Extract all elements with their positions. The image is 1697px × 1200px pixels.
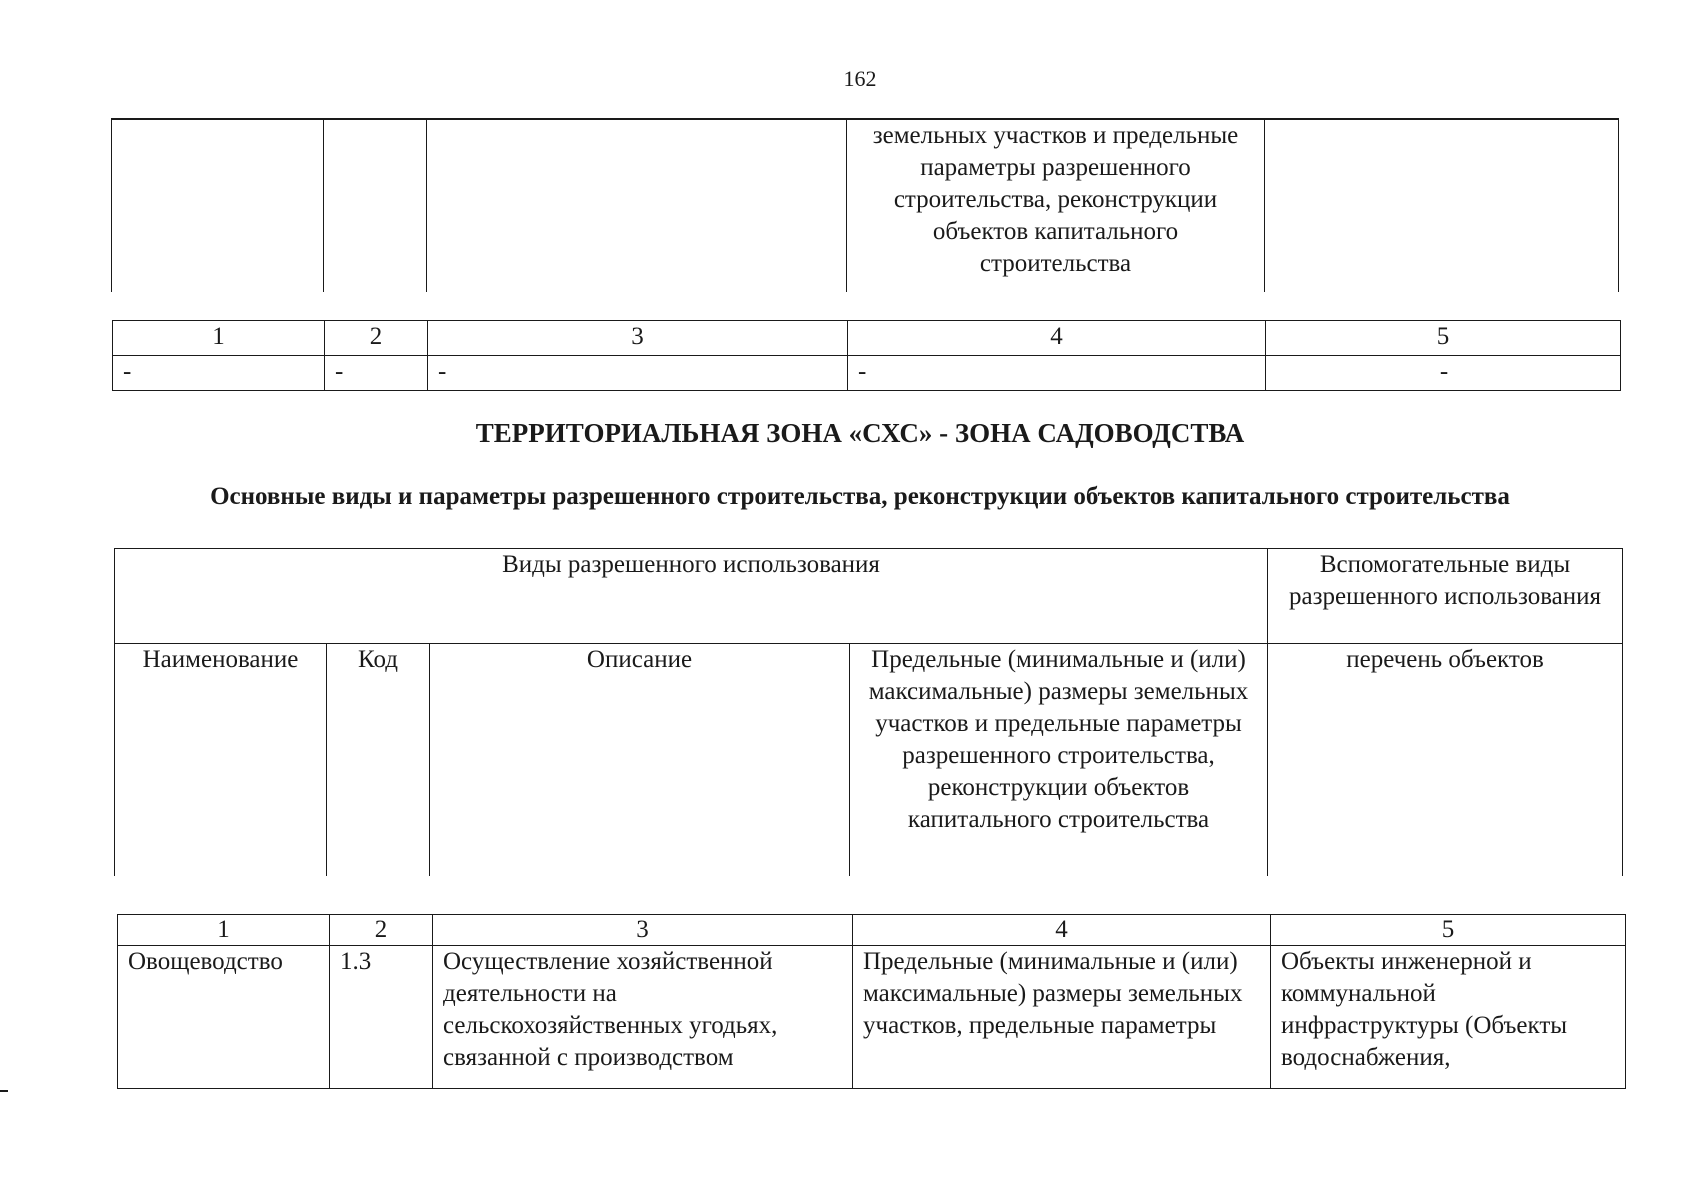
data-col-number-2: 2	[330, 915, 433, 946]
row-description: Осуществление хозяйственной деятельности на сельскохозяйственных угодьях, связанной с производством	[433, 946, 853, 1089]
data-col-number-4: 4	[853, 915, 1271, 946]
header-objects: перечень объектов	[1268, 644, 1623, 877]
prev-cell-limits: земельных участков и предельные параметры разрешенного строительства, реконструкции объектов капитального строительства	[847, 119, 1265, 292]
dash-cell-5: -	[1266, 356, 1621, 391]
header-limits: Предельные (минимальные и (или) максимальные) размеры земельных участков и предельные параметры разрешенного строительства, реконструкции объектов капитального строительства	[850, 644, 1268, 877]
data-col-number-3: 3	[433, 915, 853, 946]
prev-cell-5	[1265, 119, 1619, 292]
section-title: Основные виды и параметры разрешенного строительства, реконструкции объектов капитального строительства	[210, 483, 1510, 510]
row-name: Овощеводство	[118, 946, 330, 1089]
prev-cell-3	[427, 119, 847, 292]
previous-table-continuation	[111, 118, 1619, 292]
row-code: 1.3	[330, 946, 433, 1089]
prev-cell-1	[112, 119, 324, 292]
dash-cell-1: -	[113, 356, 325, 391]
group-header-permitted-uses: Виды разрешенного использования	[115, 549, 1268, 644]
col-number-1: 1	[113, 321, 325, 356]
main-header-table	[114, 548, 1623, 876]
header-description: Описание	[430, 644, 850, 877]
dash-cell-2: -	[325, 356, 428, 391]
row-objects: Объекты инженерной и коммунальной инфраструктуры (Объекты водоснабжения,	[1271, 946, 1626, 1089]
zone-title: ТЕРРИТОРИАЛЬНАЯ ЗОНА «СХС» - ЗОНА САДОВОДСТВА	[475, 418, 1245, 448]
prev-cell-2	[324, 119, 427, 292]
data-col-number-1: 1	[118, 915, 330, 946]
col-number-5: 5	[1266, 321, 1621, 356]
dash-cell-4: -	[848, 356, 1266, 391]
col-number-4: 4	[848, 321, 1266, 356]
data-table	[117, 914, 1626, 1089]
col-number-3: 3	[428, 321, 848, 356]
margin-mark	[0, 1090, 8, 1092]
row-limits: Предельные (минимальные и (или) максимальные) размеры земельных участков, предельные параметры	[853, 946, 1271, 1089]
col-number-2: 2	[325, 321, 428, 356]
dash-cell-3: -	[428, 356, 848, 391]
group-header-auxiliary-uses: Вспомогательные виды разрешенного использования	[1268, 549, 1623, 644]
header-code: Код	[327, 644, 430, 877]
previous-numbered-table	[112, 320, 1621, 391]
header-name: Наименование	[115, 644, 327, 877]
data-col-number-5: 5	[1271, 915, 1626, 946]
page-number: 162	[843, 66, 877, 91]
table-row	[118, 946, 1626, 1089]
